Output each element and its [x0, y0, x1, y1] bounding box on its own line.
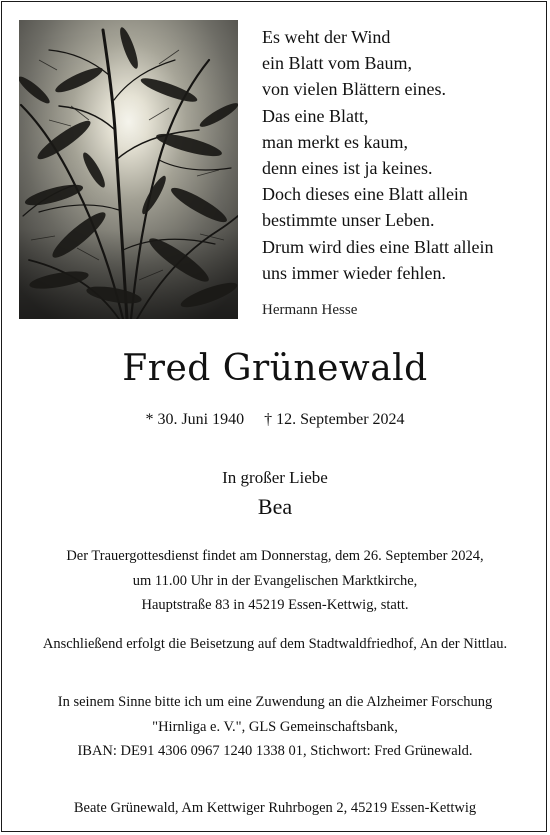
donation-line: IBAN: DE91 4306 0967 1240 1338 01, Stichwort: Fred Grünewald.	[77, 743, 473, 759]
service-info	[0, 544, 550, 618]
birth-date: * 30. Juni 1940	[145, 411, 245, 428]
poem-line: Drum wird dies eine Blatt allein	[262, 236, 494, 257]
service-line: Der Trauergottesdienst findet am Donnerstag, dem 26. September 2024,	[66, 548, 484, 564]
service-line: um 11.00 Uhr in der Evangelischen Marktkirche,	[132, 572, 418, 589]
poem-line: denn eines ist ja keines.	[262, 158, 433, 179]
address-line: Beate Grünewald, Am Kettwiger Ruhrbogen 2, 45219 Essen-Kettwig	[73, 800, 477, 816]
poem-line: Das eine Blatt,	[262, 105, 369, 126]
poem-line: von vielen Blättern eines.	[262, 79, 446, 100]
poem-line: Doch dieses eine Blatt allein	[262, 184, 468, 205]
burial-line: Anschließend erfolgt die Beisetzung auf dem Stadtwaldfriedhof, An der Nittlau.	[42, 636, 508, 652]
poem-author: Hermann Hesse	[262, 302, 358, 318]
poem-line: uns immer wieder fehlen.	[262, 262, 446, 283]
life-dates	[0, 411, 550, 429]
death-date: † 12. September 2024	[264, 411, 405, 428]
poem	[262, 24, 542, 286]
mourner-name: Bea	[257, 494, 293, 519]
burial-info	[0, 632, 550, 657]
contact-address	[0, 796, 550, 821]
poem-line: man merkt es kaum,	[262, 131, 408, 152]
deceased-name: Fred Grünewald	[122, 348, 428, 389]
donation-line: In seinem Sinne bitte ich um eine Zuwendung an die Alzheimer Forschung	[57, 694, 493, 710]
grass-sunset-photo	[19, 20, 238, 319]
poem-line: Es weht der Wind	[262, 27, 391, 47]
poem-line: ein Blatt vom Baum,	[262, 53, 412, 74]
poem-line: bestimmte unser Leben.	[262, 210, 435, 231]
mourner-phrase: In großer Liebe	[222, 468, 328, 487]
donation-line: "Hirnliga e. V.", GLS Gemeinschaftsbank,	[152, 718, 398, 735]
service-line: Hauptstraße 83 in 45219 Essen-Kettwig, statt.	[141, 597, 409, 613]
donation-info	[0, 690, 550, 764]
